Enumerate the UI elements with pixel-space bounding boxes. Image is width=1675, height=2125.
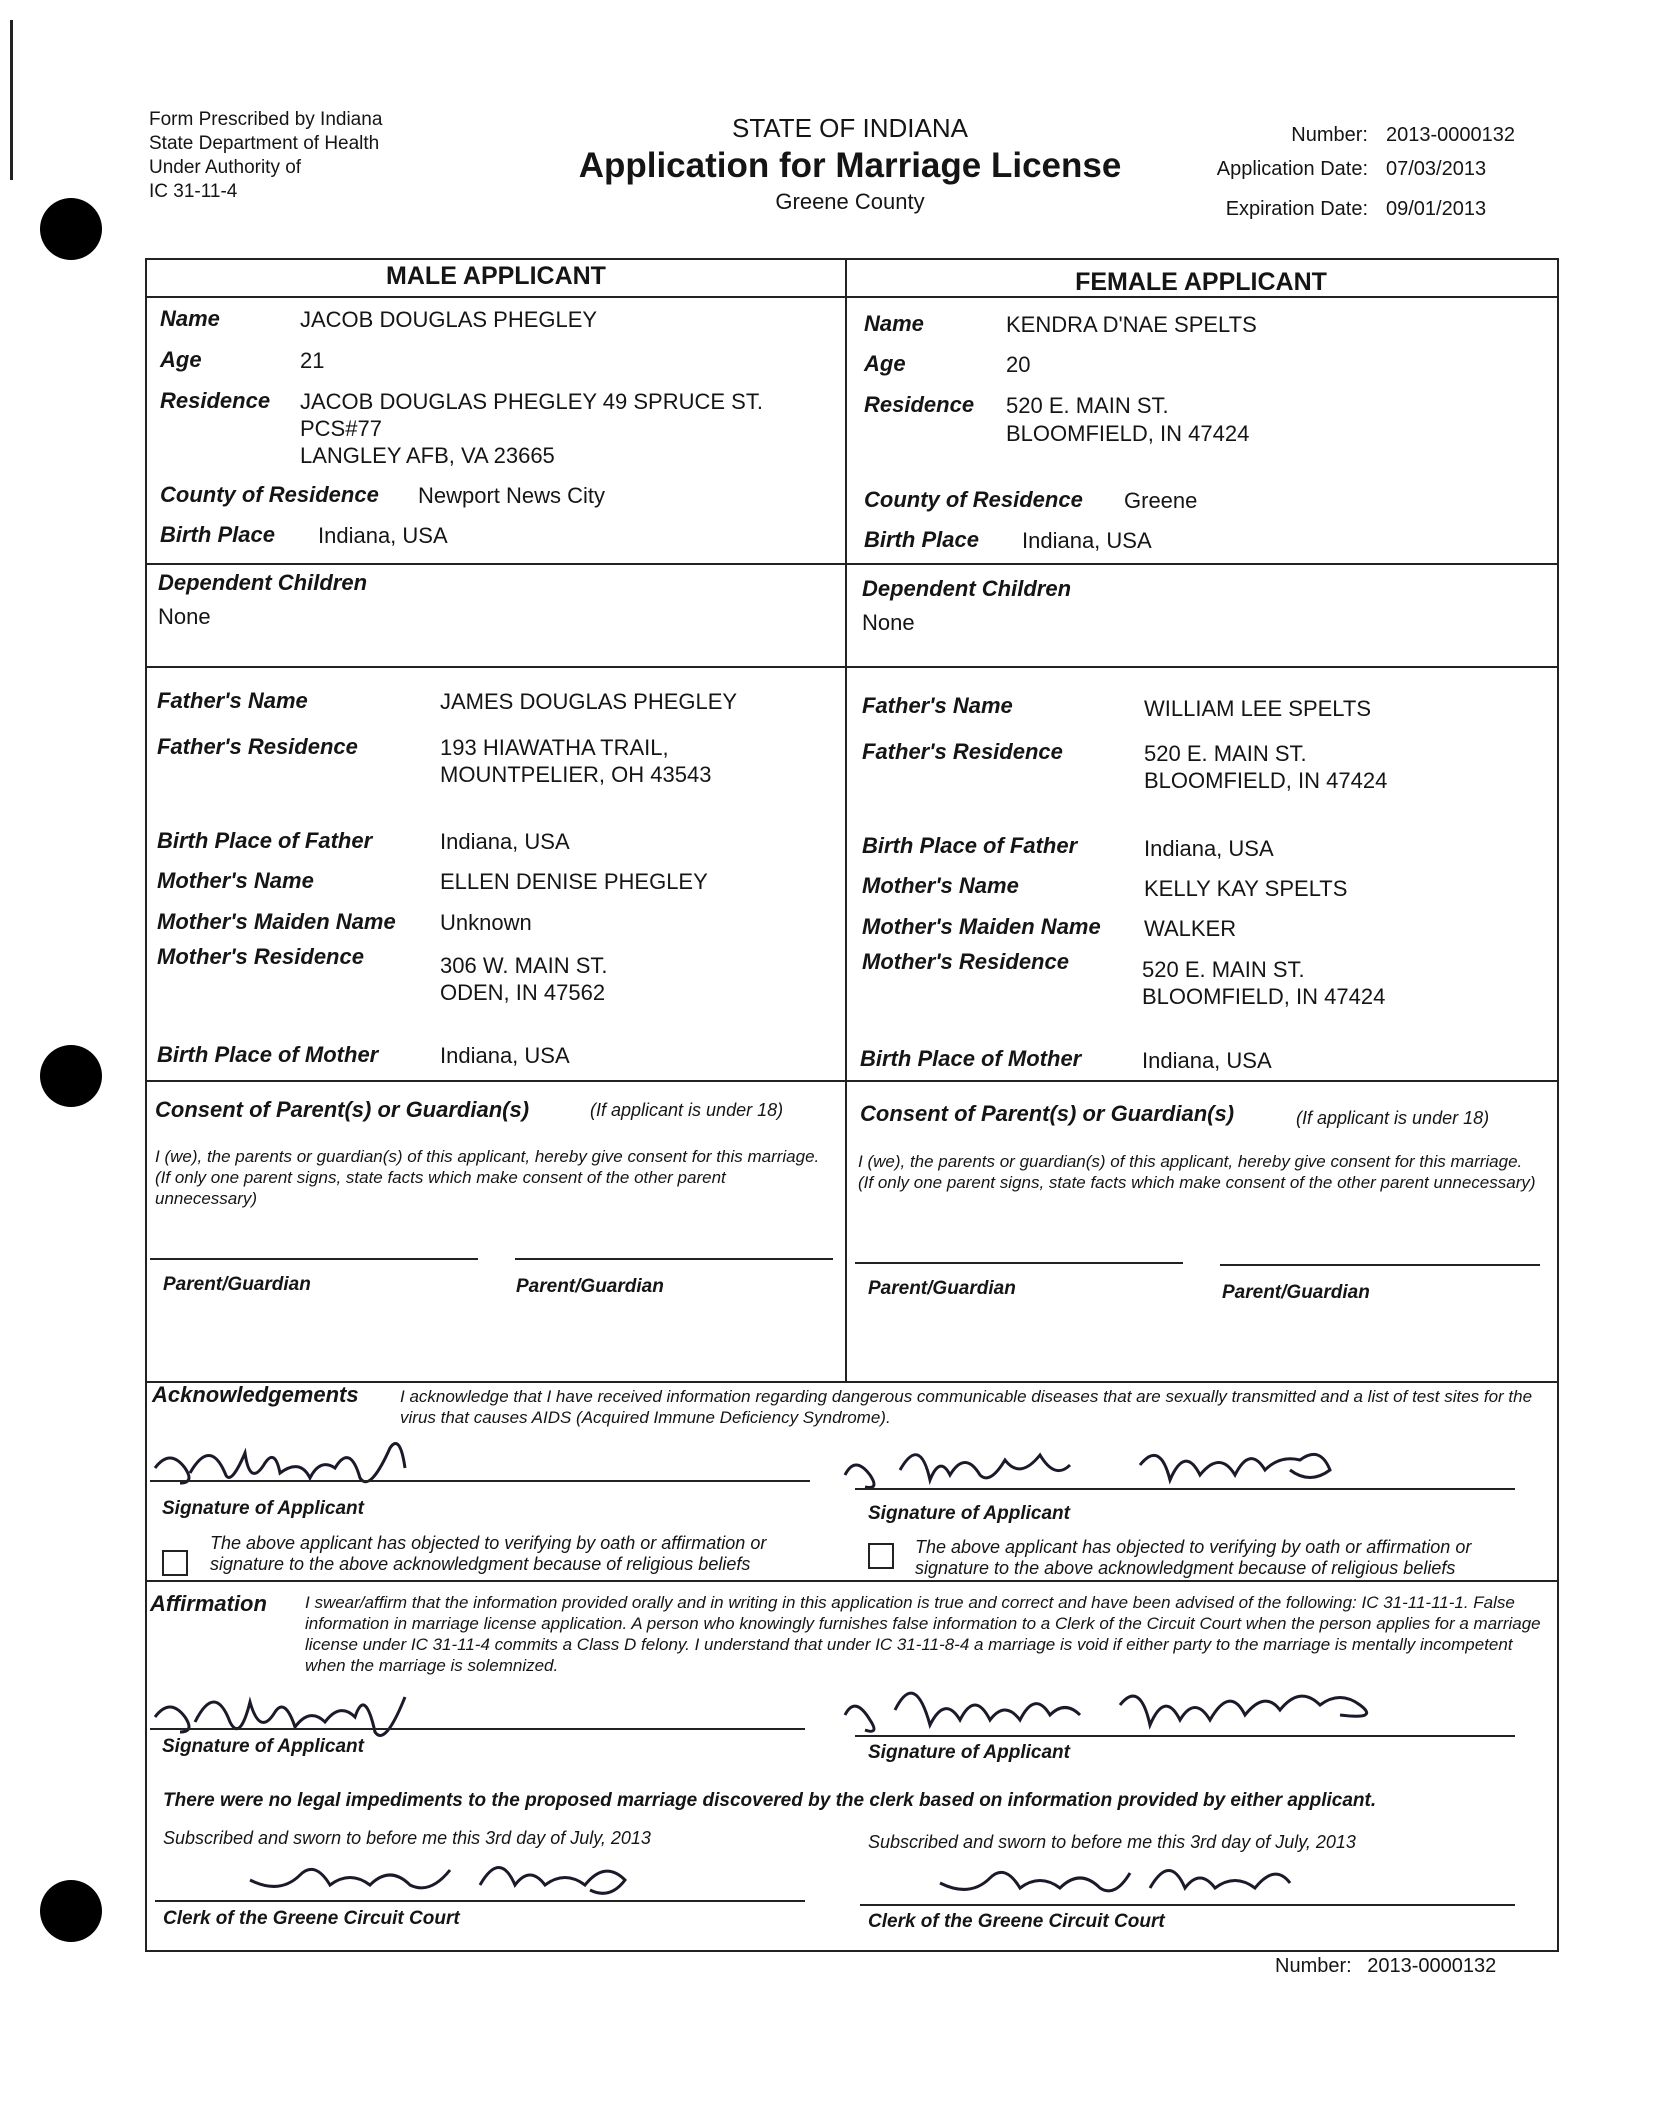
county-name: Greene County [775, 189, 925, 214]
footer-number [1275, 1955, 1496, 1978]
male-mother-name-label: Mother's Name [157, 868, 314, 893]
acknowledgements-heading: Acknowledgements [152, 1382, 359, 1407]
male-dependents-label: Dependent Children [158, 570, 368, 595]
female-name-label: Name [864, 311, 924, 336]
license-number: 2013-0000132 [1386, 124, 1516, 146]
male-consent-heading: Consent of Parent(s) or Guardian(s) [155, 1097, 530, 1122]
female-consent-note: (If applicant is under 18) [1296, 1108, 1490, 1128]
male-name-label: Name [160, 306, 220, 331]
female-affirm-signature-line [855, 1735, 1515, 1737]
male-name: JACOB DOUGLAS PHEGLEY [300, 307, 598, 332]
male-father-name: JAMES DOUGLAS PHEGLEY [440, 689, 738, 714]
female-residence-line: BLOOMFIELD, IN 47424 [1006, 421, 1250, 446]
female-father-residence-label: Father's Residence [862, 739, 1063, 764]
female-birthplace: Indiana, USA [1022, 528, 1152, 553]
female-birthplace-label: Birth Place [864, 527, 979, 552]
authority-line: Form Prescribed by Indiana [149, 109, 383, 130]
state-name: STATE OF INDIANA [732, 113, 968, 143]
male-age-label: Age [160, 347, 202, 372]
authority-line: Under Authority of [149, 157, 302, 178]
female-applicant-heading: FEMALE APPLICANT [1075, 268, 1327, 296]
female-father-birthplace-label: Birth Place of Father [862, 833, 1078, 858]
female-parent-signature-line [1220, 1264, 1540, 1266]
page-title: Application for Marriage License [578, 146, 1122, 185]
male-residence-line: PCS#77 [300, 416, 382, 441]
male-ack-signature-line [150, 1480, 810, 1482]
male-county: Newport News City [418, 483, 606, 508]
punch-hole-bottom [40, 1880, 102, 1942]
male-father-birthplace: Indiana, USA [440, 829, 570, 854]
male-father-residence-line: 193 HIAWATHA TRAIL, [440, 735, 669, 760]
male-clerk-label: Clerk of the Greene Circuit Court [163, 1908, 460, 1929]
female-objection-text: The above applicant has objected to verifying by oath or affirmation or signature to the above acknowledgment because of religious beliefs [915, 1537, 1472, 1578]
authority-line: State Department of Health [149, 133, 380, 154]
female-mother-residence-label: Mother's Residence [862, 949, 1069, 974]
female-father-name: WILLIAM LEE SPELTS [1144, 696, 1372, 721]
license-meta [1160, 124, 1580, 226]
male-residence-label: Residence [160, 388, 271, 413]
female-residence-label: Residence [864, 392, 975, 417]
divider [145, 1580, 1557, 1582]
male-birthplace-label: Birth Place [160, 522, 275, 547]
female-county: Greene [1124, 488, 1198, 513]
female-clerk-label: Clerk of the Greene Circuit Court [868, 1911, 1165, 1932]
expiration-date: 09/01/2013 [1386, 198, 1487, 220]
male-mother-birthplace: Indiana, USA [440, 1043, 570, 1068]
male-ack-signature-label: Signature of Applicant [162, 1498, 364, 1519]
female-mother-birthplace-label: Birth Place of Mother [860, 1046, 1082, 1071]
divider [145, 1080, 1557, 1082]
punch-hole-middle [40, 1045, 102, 1107]
female-father-birthplace: Indiana, USA [1144, 836, 1274, 861]
male-mother-birthplace-label: Birth Place of Mother [157, 1042, 379, 1067]
female-mother-residence-line: 520 E. MAIN ST. [1142, 957, 1305, 982]
female-mother-birthplace: Indiana, USA [1142, 1048, 1272, 1073]
column-divider [845, 258, 847, 1382]
female-father-residence-line: 520 E. MAIN ST. [1144, 741, 1307, 766]
male-clerk-signature [240, 1845, 640, 1905]
male-objection-text: The above applicant has objected to verifying by oath or affirmation or signature to the above acknowledgment because of religious beliefs [210, 1533, 767, 1574]
female-father-residence-line: BLOOMFIELD, IN 47424 [1144, 768, 1388, 793]
male-subscribed-text: Subscribed and sworn to before me this 3rd day of July, 2013 [163, 1828, 651, 1848]
male-parent-guardian-label: Parent/Guardian [163, 1274, 311, 1295]
application-date-label: Application Date: [1216, 158, 1368, 180]
male-clerk-signature-line [155, 1900, 805, 1902]
male-parent-signature-line [150, 1258, 478, 1260]
male-mother-residence-line: ODEN, IN 47562 [440, 980, 606, 1005]
divider [145, 563, 1557, 565]
acknowledgements-text: I acknowledge that I have received information regarding dangerous communicable diseases that are sexually transmitted and a list of test sites for the virus that causes AIDS (Acquired Immune Deficiency Syndrome). [400, 1387, 1533, 1427]
female-objection-checkbox[interactable] [868, 1543, 894, 1569]
female-name: KENDRA D'NAE SPELTS [1006, 312, 1257, 337]
affirmation-text: I swear/affirm that the information provided orally and in writing in this application is true and correct and have been advised of the following: IC 31-11-11-1. False information in marriage license application. A person who knowingly furnishes false information to a Clerk of the Circuit Court when the person applies for a marriage license under IC 31-11-4 commits a Class D felony. I understand that under IC 31-11-8-4 a marriage is void if either party to the marriage is mentally incompetent when the marriage is solemnized. [305, 1593, 1541, 1675]
punch-hole-top [40, 198, 102, 260]
female-parent-guardian-label: Parent/Guardian [1222, 1282, 1370, 1303]
male-county-label: County of Residence [160, 482, 379, 507]
female-parent-guardian-label: Parent/Guardian [868, 1278, 1016, 1299]
female-father-name-label: Father's Name [862, 693, 1013, 718]
application-date: 07/03/2013 [1386, 158, 1487, 180]
male-parent-guardian-label: Parent/Guardian [516, 1276, 664, 1297]
female-clerk-signature-line [860, 1904, 1515, 1906]
male-birthplace: Indiana, USA [318, 523, 448, 548]
female-mother-maiden: WALKER [1144, 916, 1237, 941]
male-mother-maiden: Unknown [440, 910, 532, 935]
impediments-statement: There were no legal impediments to the proposed marriage discovered by the clerk based on information provided by either applicant. [163, 1790, 1377, 1811]
male-applicant-heading: MALE APPLICANT [386, 262, 606, 290]
footer-number-value: 2013-0000132 [1367, 1955, 1497, 1977]
male-dependents: None [158, 604, 211, 629]
female-clerk-signature [930, 1848, 1300, 1908]
female-mother-maiden-label: Mother's Maiden Name [862, 914, 1101, 939]
form-authority [149, 108, 382, 204]
male-affirm-signature-label: Signature of Applicant [162, 1736, 364, 1757]
male-residence-line: LANGLEY AFB, VA 23665 [300, 443, 555, 468]
male-father-residence-line: MOUNTPELIER, OH 43543 [440, 762, 712, 787]
number-label: Number: [1291, 124, 1368, 146]
female-consent-heading: Consent of Parent(s) or Guardian(s) [860, 1101, 1235, 1126]
female-residence-line: 520 E. MAIN ST. [1006, 393, 1169, 418]
male-mother-residence-label: Mother's Residence [157, 944, 364, 969]
scan-edge [10, 20, 13, 180]
male-father-name-label: Father's Name [157, 688, 308, 713]
male-objection-checkbox[interactable] [162, 1550, 188, 1576]
male-father-birthplace-label: Birth Place of Father [157, 828, 373, 853]
male-father-residence-label: Father's Residence [157, 734, 358, 759]
form-title-block [520, 112, 1180, 216]
expiration-date-label: Expiration Date: [1225, 198, 1368, 220]
male-mother-residence-line: 306 W. MAIN ST. [440, 953, 608, 978]
female-county-label: County of Residence [864, 487, 1083, 512]
authority-line: IC 31-11-4 [149, 181, 238, 202]
female-mother-name: KELLY KAY SPELTS [1144, 876, 1348, 901]
female-age: 20 [1006, 352, 1031, 377]
male-affirm-signature-line [150, 1728, 805, 1730]
female-dependents-label: Dependent Children [862, 576, 1072, 601]
female-ack-signature [840, 1425, 1380, 1505]
male-residence-line: JACOB DOUGLAS PHEGLEY 49 SPRUCE ST. [300, 389, 763, 414]
female-subscribed-text: Subscribed and sworn to before me this 3rd day of July, 2013 [868, 1832, 1356, 1852]
male-age: 21 [300, 348, 325, 373]
male-mother-maiden-label: Mother's Maiden Name [157, 909, 396, 934]
female-age-label: Age [864, 351, 906, 376]
female-affirm-signature [840, 1665, 1420, 1750]
male-ack-signature [150, 1428, 420, 1498]
female-ack-signature-line [855, 1488, 1515, 1490]
footer-number-label: Number: [1275, 1955, 1352, 1977]
female-affirm-signature-label: Signature of Applicant [868, 1742, 1070, 1763]
female-mother-name-label: Mother's Name [862, 873, 1019, 898]
divider [145, 666, 1557, 668]
female-consent-text: I (we), the parents or guardian(s) of this applicant, hereby give consent for this marriage. (If only one parent signs, state facts which make consent of the other parent unnecessary) [858, 1152, 1536, 1192]
male-consent-text: I (we), the parents or guardian(s) of this applicant, hereby give consent for this marriage. (If only one parent signs, state facts which make consent of the other parent unnecessary) [155, 1147, 820, 1208]
male-parent-signature-line [515, 1258, 833, 1260]
female-mother-residence-line: BLOOMFIELD, IN 47424 [1142, 984, 1386, 1009]
male-mother-name: ELLEN DENISE PHEGLEY [440, 869, 708, 894]
female-parent-signature-line [855, 1262, 1183, 1264]
female-ack-signature-label: Signature of Applicant [868, 1503, 1070, 1524]
female-dependents: None [862, 610, 915, 635]
male-consent-note: (If applicant is under 18) [590, 1100, 784, 1120]
affirmation-heading: Affirmation [150, 1591, 267, 1616]
